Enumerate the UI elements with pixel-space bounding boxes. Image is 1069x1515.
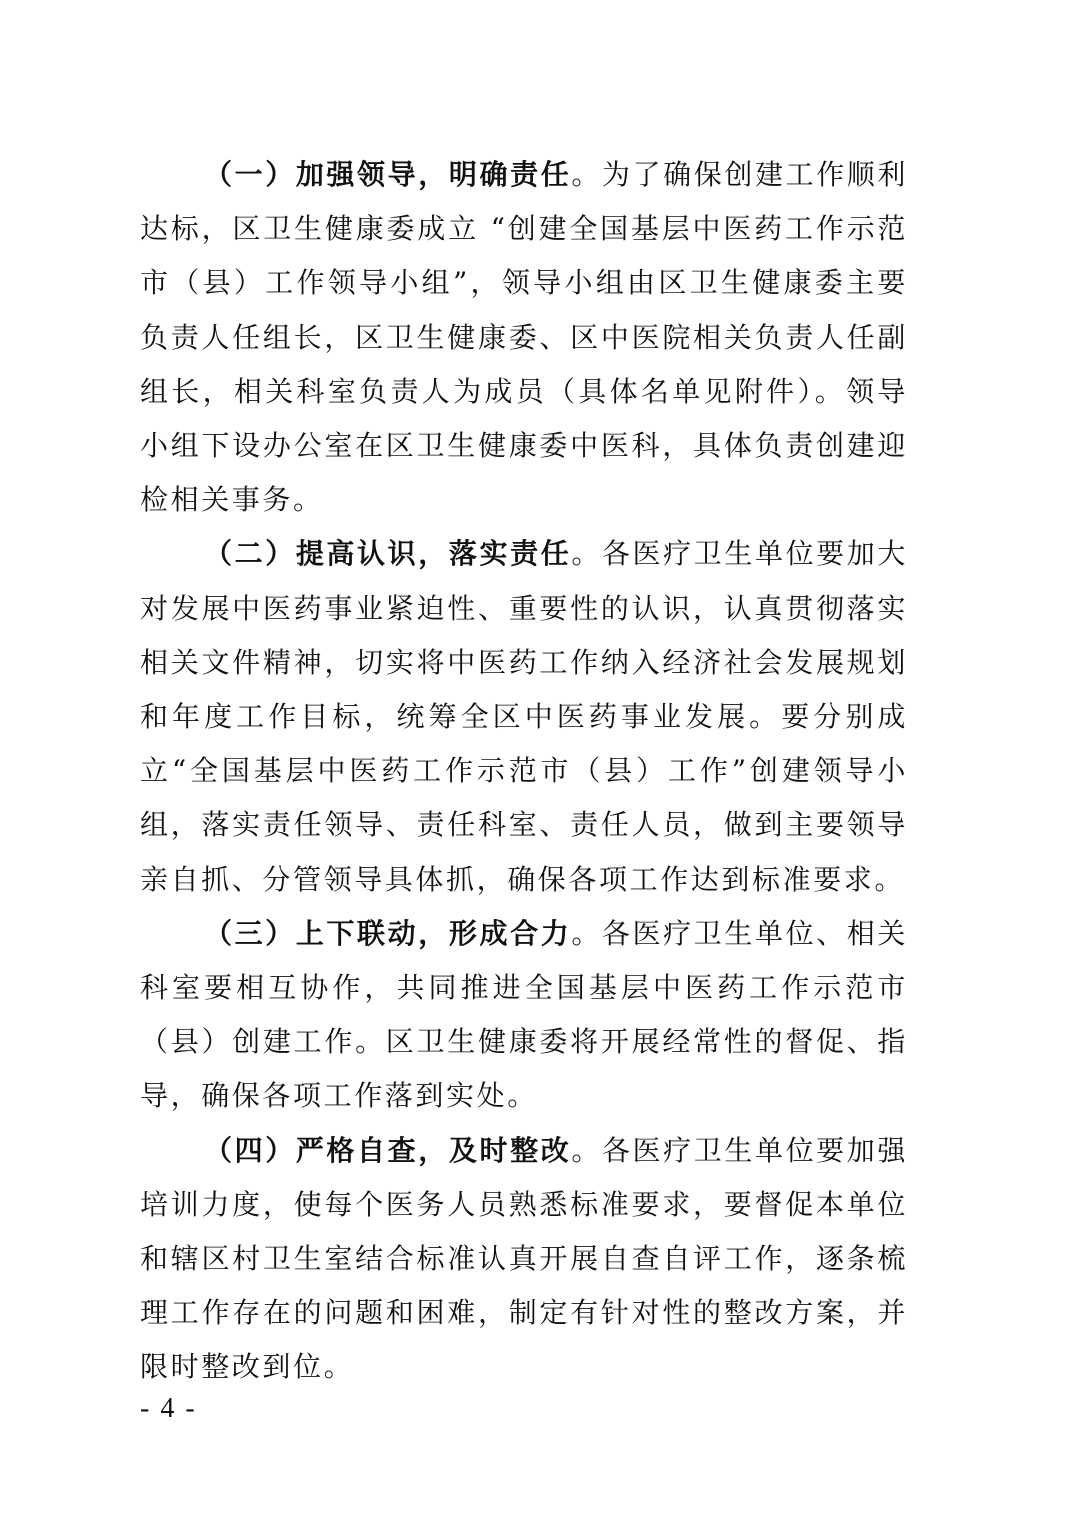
paragraph-text: 。为了确保创建工作顺利达标，区卫生健康委成立 “创建全国基层中医药工作示范市（县）工作领导小组”，领导小组由区卫生健康委主要负责人任组长，区卫生健康委、区中医院相关负责人任副组长，相关科室负责人为成员（具体名单见附件）。领导小组下设办公室在区卫生健康委中医科，具体负责创建迎检相关事务。: [140, 158, 908, 517]
paragraph-text: 。各医疗卫生单位要加大对发展中医药事业紧迫性、重要性的认识，认真贯彻落实相关文件精神，切实将中医药工作纳入经济社会发展规划和年度工作目标，统筹全区中医药事业发展。要分别成立“全国基层中医药工作示范市（县）工作”创建领导小组，落实责任领导、责任科室、责任人员，做到主要领导亲自抓、分管领导具体抓，确保各项工作达到标准要求。: [140, 537, 908, 896]
paragraph-text: 。各医疗卫生单位、相关科室要相互协作，共同推进全国基层中医药工作示范市（县）创建工作。区卫生健康委将开展经常性的督促、指导，确保各项工作落到实处。: [140, 916, 908, 1113]
page-number: - 4 -: [140, 1393, 197, 1424]
paragraph-leadership: [140, 148, 908, 527]
paragraph-heading: （一）加强领导，明确责任: [204, 158, 572, 191]
paragraph-text: 。各医疗卫生单位要加强培训力度，使每个医务人员熟悉标准要求，要督促本单位和辖区村卫生室结合标准认真开展自查自评工作，逐条梳理工作存在的问题和困难，制定有针对性的整改方案，并限时整改到位。: [140, 1133, 908, 1384]
paragraph-heading: （二）提高认识，落实责任: [204, 537, 572, 571]
paragraph-coordination: [140, 907, 908, 1124]
paragraph-self-inspection: [140, 1124, 908, 1395]
paragraph-heading: （三）上下联动，形成合力: [204, 916, 572, 950]
paragraph-heading: （四）严格自查，及时整改: [204, 1133, 572, 1167]
document-body: [140, 148, 908, 1395]
paragraph-awareness: [140, 527, 908, 906]
